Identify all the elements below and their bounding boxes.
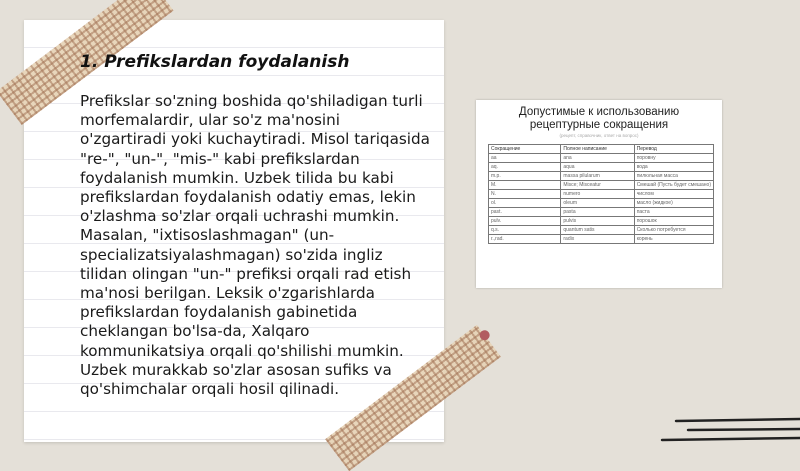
table-row: [489, 163, 714, 172]
table-cell: Misce; Misceatur: [561, 181, 634, 190]
table-image-subtitle: (рецепт, справочник, ответ на вопрос): [559, 133, 639, 138]
table-cell: aa: [489, 154, 561, 163]
table-cell: Сколько потребуется: [634, 226, 713, 235]
table-cell: Смешай (Пусть будет смешано): [634, 181, 713, 190]
table-row: [489, 235, 714, 244]
table-cell: pasta: [561, 208, 634, 217]
table-header-cell: Сокращение: [489, 145, 561, 154]
table-row: [489, 181, 714, 190]
table-cell: pulv.: [489, 217, 561, 226]
table-cell: пилюльная масса: [634, 172, 713, 181]
table-row: [489, 226, 714, 235]
table-cell: числом: [634, 190, 713, 199]
table-cell: radix: [561, 235, 634, 244]
table-image-title: [476, 106, 722, 132]
deco-line-1: [676, 419, 800, 421]
table-cell: порошок: [634, 217, 713, 226]
table-cell: N.: [489, 190, 561, 199]
table-cell: паста: [634, 208, 713, 217]
table-cell: oleum: [561, 199, 634, 208]
table-title-line-1: Допустимые к использованию: [518, 106, 680, 118]
abbreviation-table: [488, 144, 714, 244]
table-body: [489, 154, 714, 244]
table-header-cell: Перевод: [634, 145, 713, 154]
deco-line-3: [662, 438, 800, 440]
table-cell: past.: [489, 208, 561, 217]
table-cell: вода: [634, 163, 713, 172]
table-cell: корень: [634, 235, 713, 244]
table-cell: поровну: [634, 154, 713, 163]
table-row: [489, 172, 714, 181]
table-cell: m.p.: [489, 172, 561, 181]
table-cell: ana: [561, 154, 634, 163]
table-cell: pulvis: [561, 217, 634, 226]
abbreviation-table-image: [476, 100, 722, 288]
table-cell: q.s.: [489, 226, 561, 235]
table-cell: aqua: [561, 163, 634, 172]
table-row: [489, 199, 714, 208]
table-cell: numero: [561, 190, 634, 199]
table-cell: aq.: [489, 163, 561, 172]
table-row: [489, 154, 714, 163]
table-header-cell: Полное написание: [561, 145, 634, 154]
table-cell: ol.: [489, 199, 561, 208]
table-title-line-2: рецептурные сокращения: [529, 119, 669, 131]
table-row: [489, 217, 714, 226]
table-cell: massa pilularum: [561, 172, 634, 181]
slide-body-text: Prefikslar so'zning boshida qo'shiladigan turli morfemalardir, ular so'z ma'nosini o'zgartiradi yoki kuchaytiradi. Misol tariqasida "re-", "un-", "mis-" kabi prefikslardan foydalanish mumkin. Uzbek tilida bu kabi prefikslardan foydalanish odatiy emas, lekin o'zlashma so'zlar orqali uchrashi mumkin. Masalan, "ixtisoslashmagan" (un-specializatsiyalashmagan) so'zida ingliz tilidan olingan "un-" prefiksi orqali rad etish ma'nosi berilgan. Leksik o'zgarishlarda prefikslardan foydalanish gabinetida cheklangan bo'lsa-da, Xalqaro kommunikatsiya orqali qo'shilishi mumkin. Uzbek murakkab so'zlar asosan sufiks va qo'shimchalar orqali hosil qilinadi.: [80, 92, 430, 399]
table-cell: M.: [489, 181, 561, 190]
slide-title: 1. Prefikslardan foydalanish: [80, 52, 350, 72]
table-row: [489, 190, 714, 199]
deco-line-2: [688, 429, 800, 430]
table-cell: масло (жидкое): [634, 199, 713, 208]
table-row: [489, 208, 714, 217]
table-cell: r.,rad.: [489, 235, 561, 244]
table-header-row: [489, 145, 714, 154]
table-cell: quantum satis: [561, 226, 634, 235]
